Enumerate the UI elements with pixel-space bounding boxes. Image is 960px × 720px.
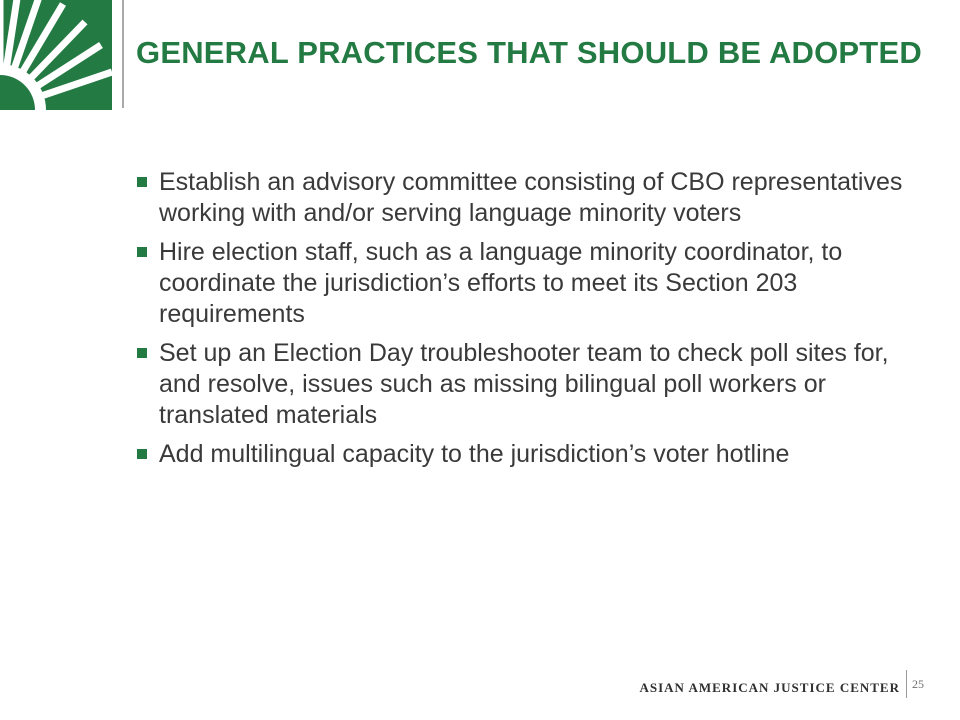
slide-title: GENERAL PRACTICES THAT SHOULD BE ADOPTED (136, 35, 922, 70)
page-number: 25 (912, 677, 924, 691)
bullet-list (135, 167, 925, 478)
square-bullet-icon (137, 247, 147, 257)
footer-organization-name: ASIAN AMERICAN JUSTICE CENTER (639, 680, 900, 695)
sunburst-logo-icon (0, 0, 112, 110)
bullet-text: Set up an Election Day troubleshooter team to check poll sites for, and resolve, issues such as missing bilingual poll workers or translated materials (159, 339, 889, 429)
bullet-item (135, 338, 925, 431)
bullet-item (135, 439, 925, 470)
logo-divider (122, 0, 124, 108)
bullet-text: Establish an advisory committee consisting of CBO representatives working with and/or serving language minority voters (159, 168, 903, 227)
bullet-text: Add multilingual capacity to the jurisdiction’s voter hotline (159, 440, 790, 468)
footer-divider (906, 670, 907, 698)
bullet-text: Hire election staff, such as a language minority coordinator, to coordinate the jurisdiction’s efforts to meet its Section 203 requirements (159, 238, 843, 328)
square-bullet-icon (137, 177, 147, 187)
bullet-item (135, 237, 925, 330)
bullet-item (135, 167, 925, 229)
square-bullet-icon (137, 348, 147, 358)
square-bullet-icon (137, 449, 147, 459)
